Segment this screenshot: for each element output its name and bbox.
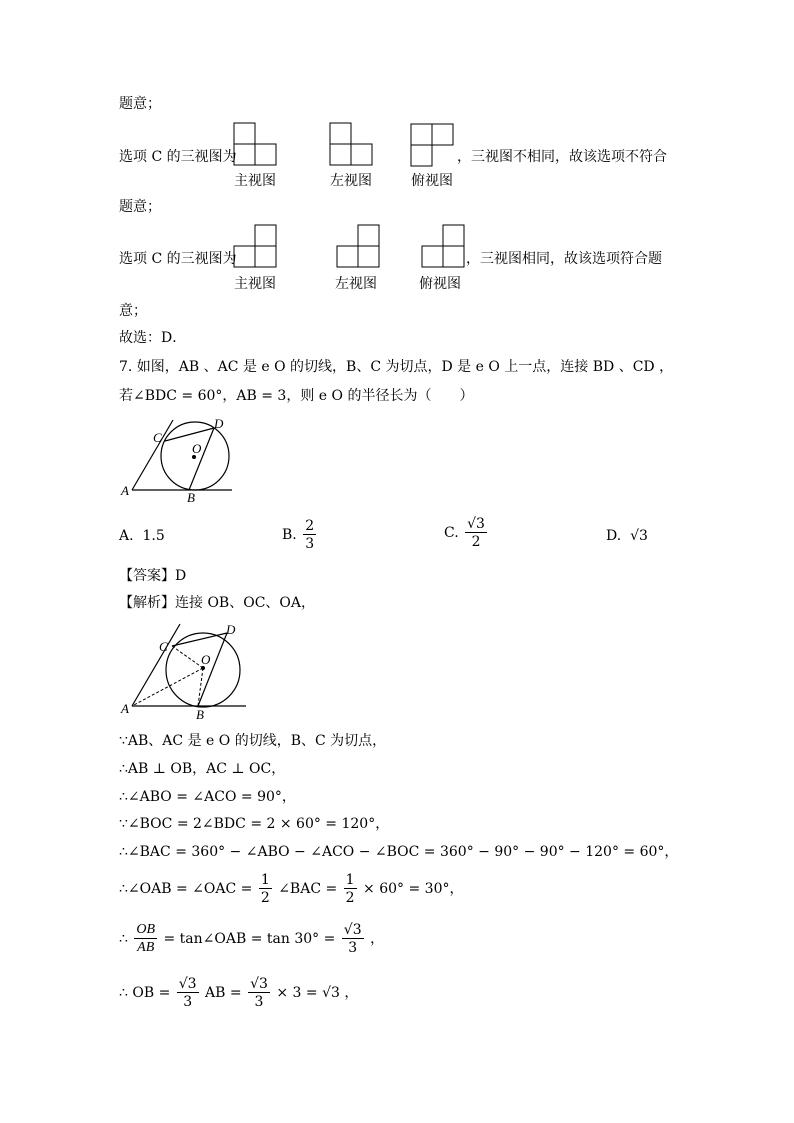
option-c-den: 2 [471, 534, 481, 550]
text-line-3: 意； [119, 303, 147, 319]
label-top-view-2: 俯视图 [419, 276, 461, 292]
answer-line: 故选：D． [119, 330, 187, 346]
solution-step-2: ∴AB ⊥ OB，AC ⊥ OC， [119, 761, 286, 777]
sol-label-o: O [201, 652, 211, 667]
solution-step-8: ∴ OB = $\frac{√3}{3}$ AB = $\frac{√3}{3}$ × 3 = √3 ， [119, 976, 359, 1010]
question-line-2: 若∠BDC = 60°，AB = 3，则 e O 的半径长为（ ） [119, 388, 474, 404]
label-left-view-1: 左视图 [330, 173, 372, 189]
option-b-num: 2 [305, 518, 315, 534]
option-c-letter: C. [444, 525, 459, 541]
label-d: D [214, 416, 224, 431]
solution-step-6: ∴∠OAB = ∠OAC = $\frac{1}{2}$ ∠BAC = $\frac{1}{2}$ × 60° = 30°， [119, 872, 464, 906]
sol-label-a: A [121, 701, 129, 716]
text-line-2: 题意； [119, 199, 161, 215]
label-o: O [192, 441, 202, 456]
option-d-letter: D. [606, 528, 622, 544]
label-c: C [153, 430, 162, 445]
solution-step-4: ∵∠BOC = 2∠BDC = 2 × 60° = 120°， [119, 816, 390, 832]
option-b-den: 3 [305, 536, 315, 552]
option-c-num: √3 [467, 516, 485, 532]
answer-label: 【答案】D [119, 568, 187, 584]
sol-label-b: B [196, 707, 204, 722]
label-a: A [121, 483, 129, 498]
label-b: B [187, 490, 195, 505]
sol-label-c: C [159, 639, 168, 654]
row-c2-suffix: ，三视图相同，故该选项符合题 [466, 251, 662, 267]
label-main-view-1: 主视图 [234, 173, 276, 189]
sol-label-d: D [226, 622, 236, 637]
solution-step-1: ∵AB、AC 是 e O 的切线，B、C 为切点， [119, 733, 387, 749]
row-c1-suffix: ，三视图不相同，故该选项不符合 [457, 149, 667, 165]
question-line-1: 7. 如图，AB 、AC 是 e O 的切线，B、C 为切点，D 是 e O 上一点，连接 BD 、CD ， [119, 359, 674, 375]
row-c2-prefix: 选项 C 的三视图为 [119, 251, 237, 267]
label-left-view-2: 左视图 [335, 276, 377, 292]
solution-step-3: ∴∠ABO = ∠ACO = 90°， [119, 789, 296, 805]
option-d-value: √3 [630, 528, 648, 544]
solution-step-7: ∴ $\frac{OB}{AB}$ = tan∠OAB = tan 30° = $\frac{√3}{3}$ ， [119, 922, 385, 956]
label-top-view-1: 俯视图 [411, 173, 453, 189]
solution-step-5: ∴∠BAC = 360° − ∠ABO − ∠ACO − ∠BOC = 360° − 90° − 90° − 120° = 60°， [119, 844, 679, 860]
text-line-1: 题意； [119, 96, 161, 112]
option-b-letter: B. [282, 527, 297, 543]
option-a-value: 1.5 [142, 528, 165, 544]
row-c1-prefix: 选项 C 的三视图为 [119, 149, 237, 165]
option-a-letter: A. [119, 528, 134, 544]
label-main-view-2: 主视图 [234, 276, 276, 292]
analysis-prefix: 【解析】连接 OB、OC、OA， [119, 595, 315, 611]
